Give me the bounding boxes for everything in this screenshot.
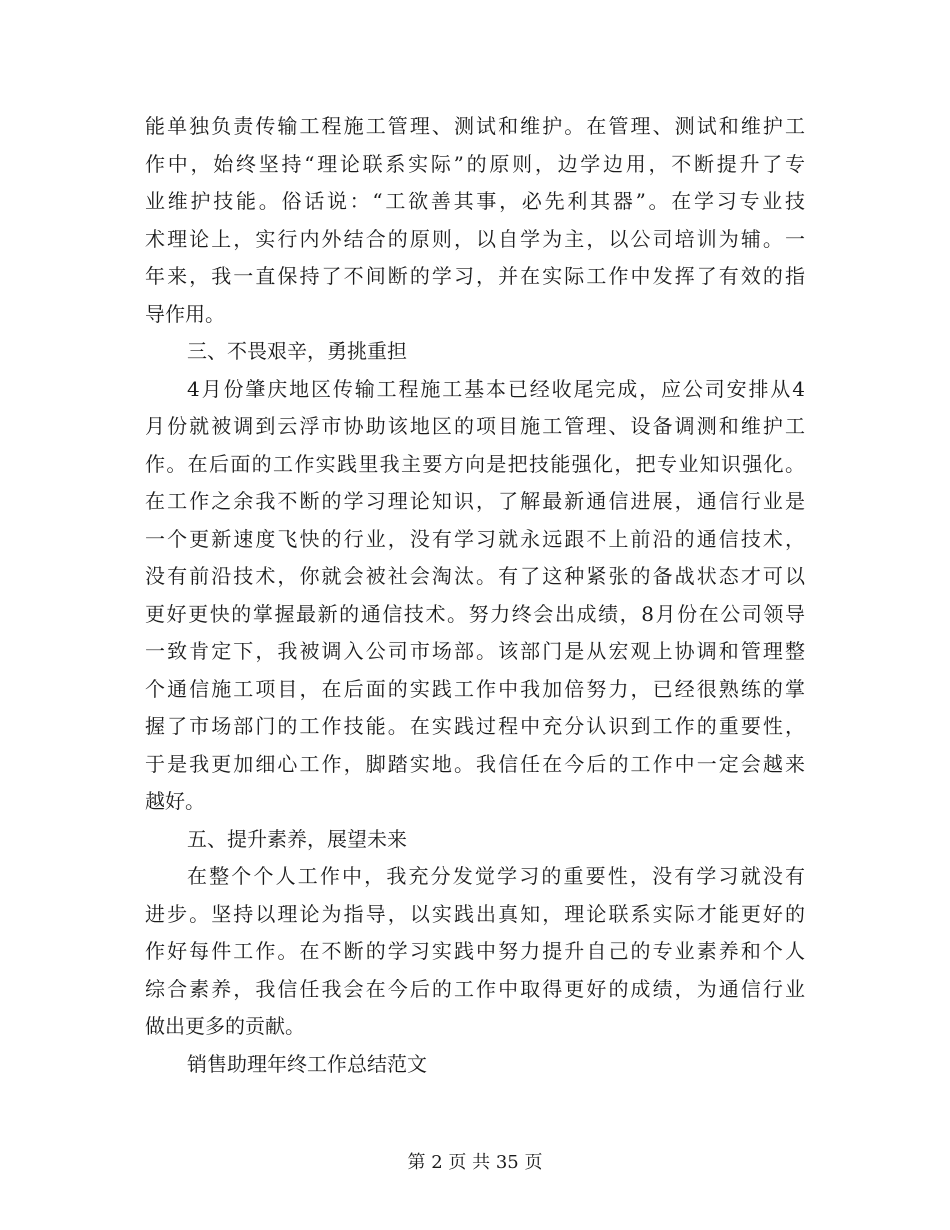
document-body — [145, 108, 805, 1083]
page-footer — [0, 1150, 950, 1176]
text-line: 在整个个人工作中，我充分发觉学习的重要性，没有学习就没有 — [187, 864, 805, 888]
text-line: 一致肯定下，我被调入公司市场部。该部门是从宏观上协调和管理整 — [145, 639, 805, 663]
text-line: 术理论上，实行内外结合的原则，以自学为主，以公司培训为辅。一 — [145, 226, 805, 251]
text-line: 个通信施工项目，在后面的实践工作中我加倍努力，已经很熟练的掌 — [145, 676, 805, 701]
text-line: 做出更多的贡献。 — [145, 1014, 305, 1038]
text-line: 导作用。 — [145, 301, 225, 326]
text-line: 年来，我一直保持了不间断的学习，并在实际工作中发挥了有效的指 — [145, 264, 805, 288]
text-line: 能单独负责传输工程施工管理、测试和维护。在管理、测试和维护工 — [145, 114, 805, 138]
text-line: 更好更快的掌握最新的通信技术。努力终会出成绩，8月份在公司领导 — [145, 601, 805, 626]
text-line: 综合素养，我信任我会在今后的工作中取得更好的成绩，为通信行业 — [145, 976, 805, 1001]
text-line: 没有前沿技术，你就会被社会淘汰。有了这种紧张的备战状态才可以 — [145, 564, 805, 588]
text-line: 业维护技能。俗话说：“工欲善其事，必先利其器”。在学习专业技 — [145, 189, 805, 213]
text-line: 4月份肇庆地区传输工程施工基本已经收尾完成，应公司安排从4 — [187, 376, 805, 401]
text-line: 作好每件工作。在不断的学习实践中努力提升自己的专业素养和个人 — [145, 939, 805, 963]
text-line: 一个更新速度飞快的行业，没有学习就永远跟不上前沿的通信技术， — [145, 526, 805, 551]
page-number: 第 2 页 共 35 页 — [407, 1152, 543, 1173]
text-line: 五、提升素养，展望未来 — [187, 826, 407, 851]
text-line: 作中，始终坚持“理论联系实际”的原则，边学边用，不断提升了专 — [145, 151, 805, 176]
text-line: 在工作之余我不断的学习理论知识，了解最新通信进展，通信行业是 — [145, 489, 805, 513]
text-line: 作。在后面的工作实践里我主要方向是把技能强化，把专业知识强化。 — [145, 451, 805, 476]
text-line: 于是我更加细心工作，脚踏实地。我信任在今后的工作中一定会越来 — [145, 751, 805, 776]
text-line: 三、不畏艰辛，勇挑重担 — [187, 339, 407, 363]
text-line: 月份就被调到云浮市协助该地区的项目施工管理、设备调测和维护工 — [145, 414, 805, 438]
text-line: 销售助理年终工作总结范文 — [187, 1051, 427, 1076]
text-line: 越好。 — [145, 789, 205, 813]
text-line: 握了市场部门的工作技能。在实践过程中充分认识到工作的重要性， — [145, 714, 805, 738]
text-line: 进步。坚持以理论为指导，以实践出真知，理论联系实际才能更好的 — [145, 901, 805, 926]
